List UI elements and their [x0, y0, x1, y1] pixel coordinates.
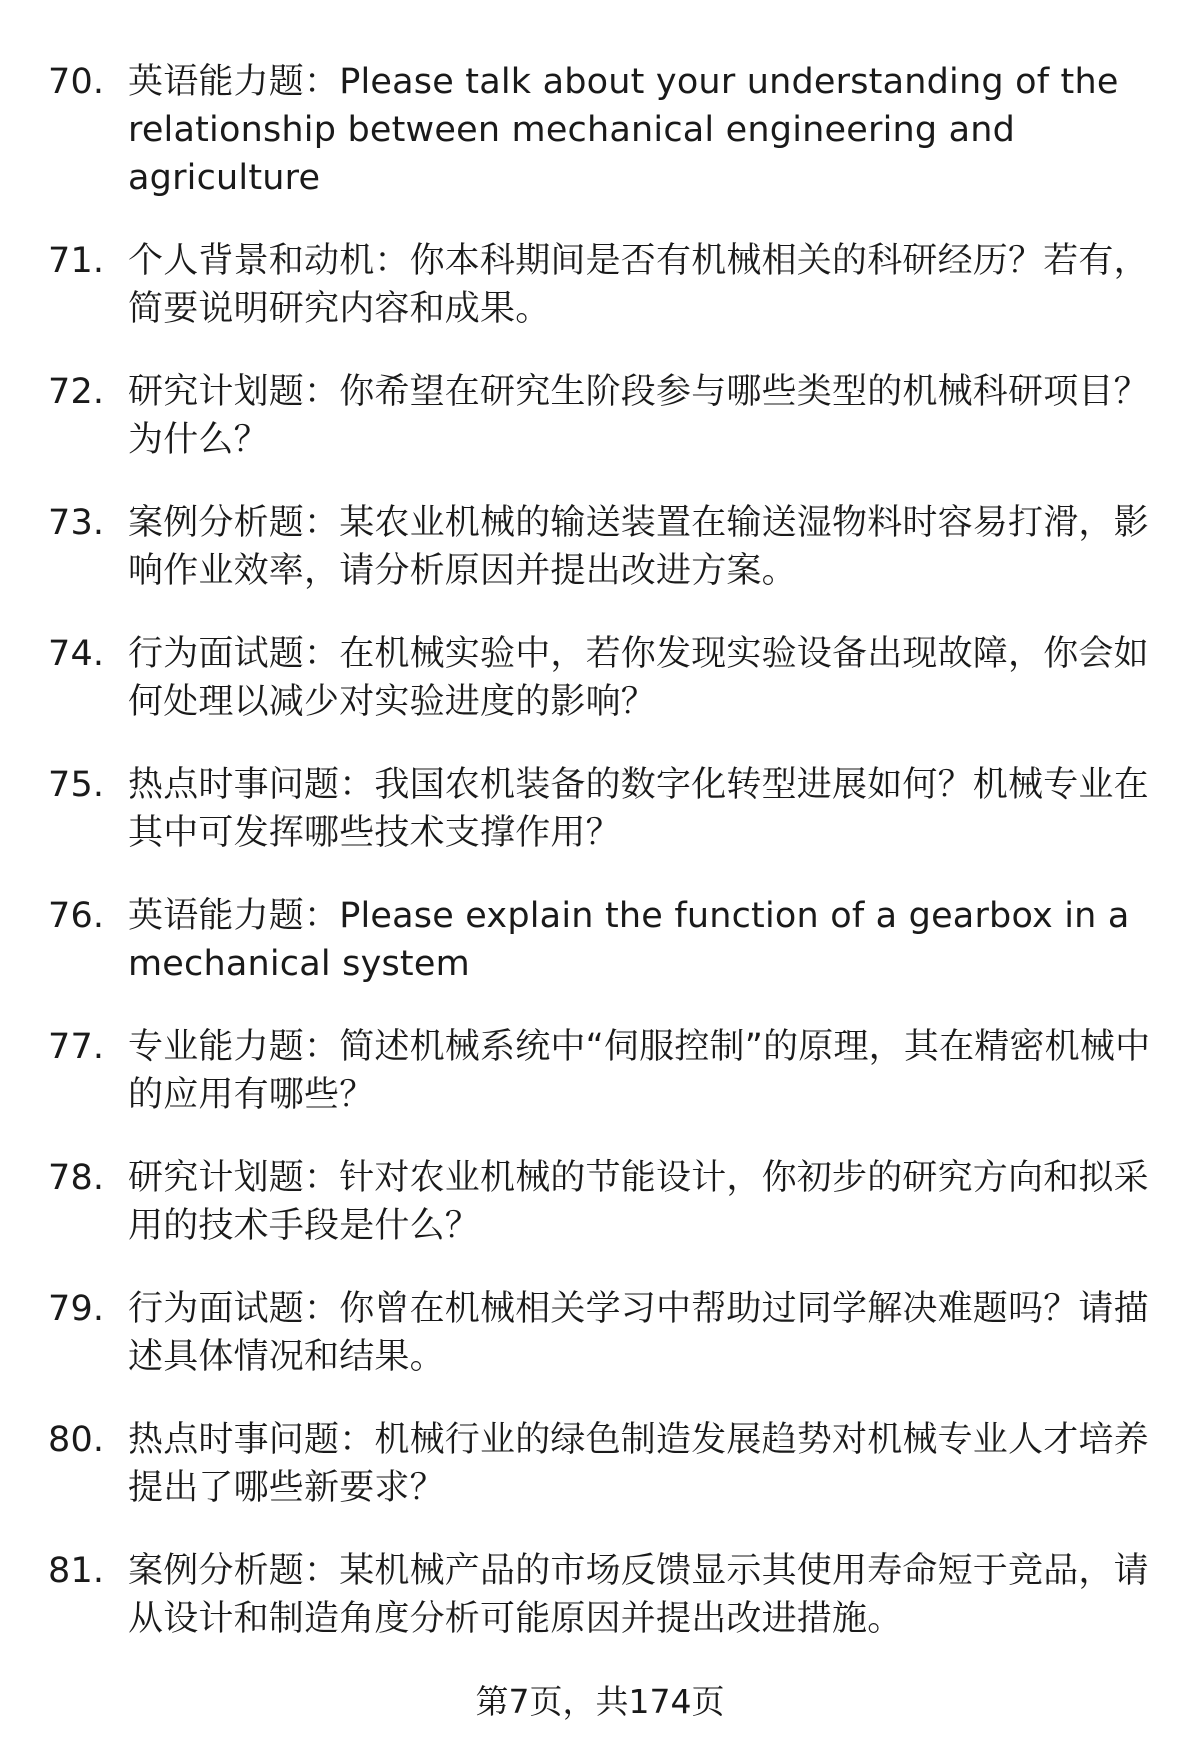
question-number: 76.: [48, 896, 105, 936]
question-text: 研究计划题：针对农业机械的节能设计，你初步的研究方向和拟采用的技术手段是什么？: [128, 1158, 1149, 1246]
question-text: 英语能力题：Please talk about your understanding of the relationship between mechanical engineering and agriculture: [128, 62, 1119, 198]
question-item: [48, 1416, 1158, 1512]
question-number: 72.: [48, 372, 105, 412]
question-number: 81.: [48, 1551, 105, 1591]
question-number: 70.: [48, 62, 105, 102]
question-item: [48, 1285, 1158, 1381]
page-number-footer: 第7页，共174页: [475, 1682, 725, 1721]
question-number: 73.: [48, 503, 105, 543]
question-item: [48, 58, 1158, 202]
question-text: 行为面试题：你曾在机械相关学习中帮助过同学解决难题吗？请描述具体情况和结果。: [128, 1289, 1149, 1377]
question-number: 75.: [48, 765, 105, 805]
question-number: 80.: [48, 1420, 105, 1460]
question-item: [48, 499, 1158, 595]
question-item: [48, 630, 1158, 726]
question-text: 热点时事问题：机械行业的绿色制造发展趋势对机械专业人才培养提出了哪些新要求？: [128, 1420, 1149, 1508]
question-text: 个人背景和动机：你本科期间是否有机械相关的科研经历？若有，简要说明研究内容和成果。: [128, 241, 1149, 329]
question-item: [48, 1154, 1158, 1250]
question-list: [48, 58, 1158, 1678]
question-text: 案例分析题：某农业机械的输送装置在输送湿物料时容易打滑，影响作业效率，请分析原因并提出改进方案。: [128, 503, 1149, 591]
question-text: 专业能力题：简述机械系统中“伺服控制”的原理，其在精密机械中的应用有哪些？: [128, 1027, 1151, 1115]
question-text: 行为面试题：在机械实验中，若你发现实验设备出现故障，你会如何处理以减少对实验进度的影响？: [128, 634, 1149, 722]
question-item: [48, 368, 1158, 464]
question-number: 79.: [48, 1289, 105, 1329]
question-number: 74.: [48, 634, 105, 674]
question-item: [48, 892, 1158, 988]
question-text: 热点时事问题：我国农机装备的数字化转型进展如何？机械专业在其中可发挥哪些技术支撑作用？: [128, 765, 1149, 853]
question-item: [48, 761, 1158, 857]
question-text: 英语能力题：Please explain the function of a gearbox in a mechanical system: [128, 896, 1130, 984]
question-number: 77.: [48, 1027, 105, 1067]
question-number: 78.: [48, 1158, 105, 1198]
question-text: 研究计划题：你希望在研究生阶段参与哪些类型的机械科研项目？为什么？: [128, 372, 1149, 460]
question-number: 71.: [48, 241, 105, 281]
question-item: [48, 237, 1158, 333]
question-text: 案例分析题：某机械产品的市场反馈显示其使用寿命短于竞品，请从设计和制造角度分析可能原因并提出改进措施。: [128, 1551, 1149, 1639]
question-item: [48, 1547, 1158, 1643]
question-item: [48, 1023, 1158, 1119]
